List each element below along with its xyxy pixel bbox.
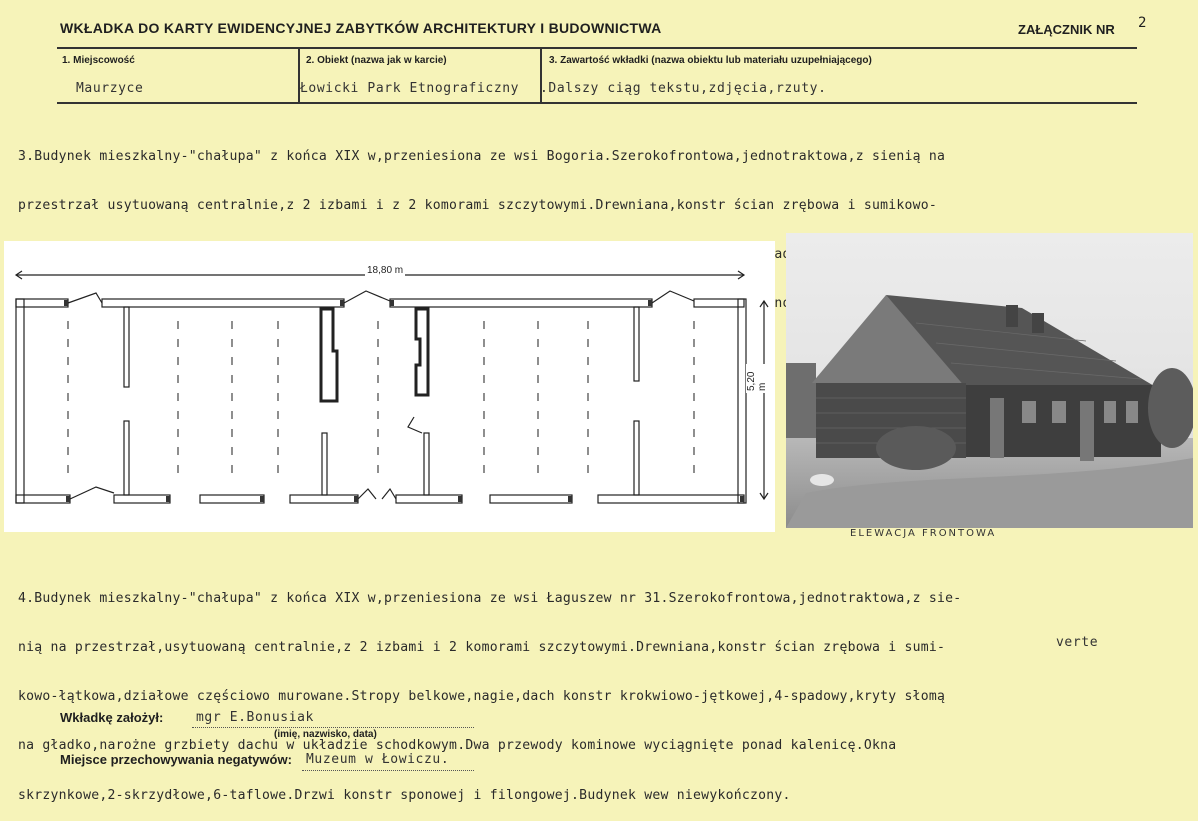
verte-note: verte bbox=[1056, 635, 1099, 650]
annex-label: ZAŁĄCZNIK NR bbox=[1018, 22, 1115, 37]
section4-line: nią na przestrzał,usytuowaną centralnie,z 2 izbami i 2 komorami szczytowymi.Drewniana,konstr ścian zrębowa i sumi- bbox=[18, 640, 946, 656]
floor-plan-drawing bbox=[4, 241, 775, 532]
form-title: WKŁADKA DO KARTY EWIDENCYJNEJ ZABYTKÓW ARCHITEKTURY I BUDOWNICTWA bbox=[60, 20, 662, 36]
floor-plan-panel bbox=[4, 241, 775, 532]
header-rule-bottom bbox=[57, 102, 1137, 104]
header-rule-top bbox=[57, 47, 1137, 49]
contents-value: .Dalszy ciąg tekstu,zdjęcia,rzuty. bbox=[540, 81, 827, 96]
object-label: 2. Obiekt (nazwa jak w karcie) bbox=[306, 55, 447, 66]
founder-hint: (imię, nazwisko, data) bbox=[274, 729, 377, 740]
founder-label: Wkładkę założył: bbox=[60, 710, 164, 725]
negatives-label: Miejsce przechowywania negatywów: bbox=[60, 752, 292, 767]
width-dimension-label: 18,80 m bbox=[367, 265, 404, 276]
founder-value: mgr E.Bonusiak bbox=[196, 710, 314, 725]
section4-line: kowo-łątkowa,działowe częściowo murowane.Stropy belkowe,nagie,dach konstr krokwiowo-jętkowej,4-spadowy,kryty słomą bbox=[18, 689, 946, 705]
section4-line: skrzynkowe,2-skrzydłowe,6-taflowe.Drzwi konstr sponowej i filongowej.Budynek wew niewykończony. bbox=[18, 787, 791, 803]
contents-label: 3. Zawartość wkładki (nazwa obiektu lub materiału uzupełniającego) bbox=[549, 55, 872, 66]
depth-dimension-label: 5,20 m bbox=[746, 364, 768, 393]
section3-line: przestrzał usytuowaną centralnie,z 2 izbami i z 2 komorami szczytowymi.Drewniana,konstr ścian zrębowa i sumikowo- bbox=[18, 198, 938, 214]
founder-dotted-line bbox=[192, 727, 474, 728]
negatives-dotted-line bbox=[302, 770, 474, 771]
locality-label: 1. Miejscowość bbox=[62, 55, 135, 66]
building-photo bbox=[786, 233, 1193, 528]
object-value: Łowicki Park Etnograficzny bbox=[300, 81, 520, 96]
section3-line: 3.Budynek mieszkalny-"chałupa" z końca XIX w,przeniesiona ze wsi Bogoria.Szerokofrontowa,jednotraktowa,z sienią na bbox=[18, 148, 946, 164]
negatives-value: Muzeum w Łowiczu. bbox=[306, 752, 450, 767]
photo-caption: ELEWACJA FRONTOWA bbox=[850, 528, 997, 539]
locality-value: Maurzyce bbox=[76, 81, 144, 96]
section4-text bbox=[18, 558, 961, 821]
annex-number: 2 bbox=[1138, 15, 1147, 31]
section4-line: 4.Budynek mieszkalny-"chałupa" z końca XIX w,przeniesiona ze wsi Łaguszew nr 31.Szerokofrontowa,jednotraktowa,z sie- bbox=[18, 590, 962, 606]
photo-image bbox=[786, 233, 1193, 528]
section4-line: na gładko,narożne grzbiety dachu w układzie schodkowym.Dwa przewody kominowe wyciągnięte ponad kalenicę.Okna bbox=[18, 738, 897, 754]
